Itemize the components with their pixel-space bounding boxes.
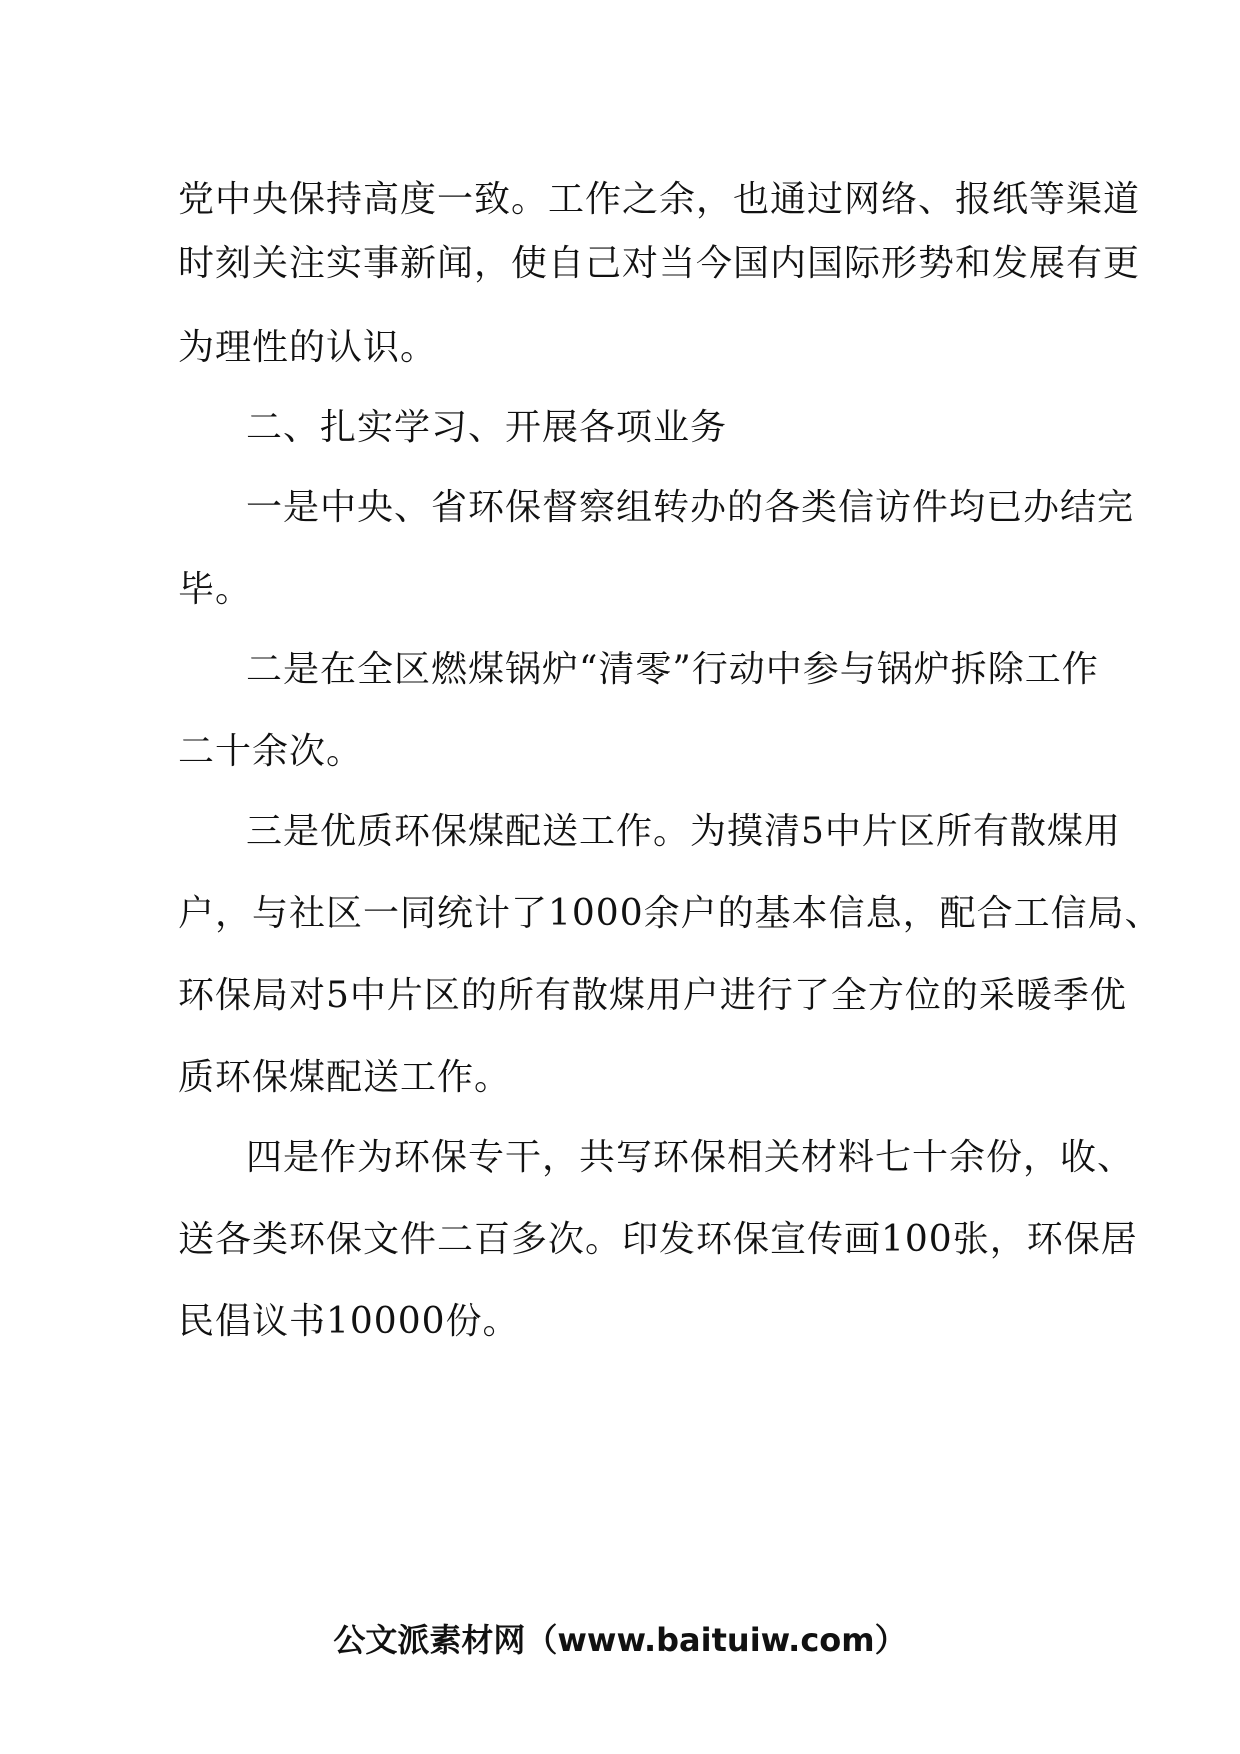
footer-source: 公文派素材网（www.baituiw.com） [333,1621,907,1659]
body-text-line: 毕。 [178,569,253,610]
body-text-line: 一是中央、省环保督察组转办的各类信访件均已办结完 [246,487,1135,528]
body-text-line: 民倡议书10000份。 [178,1301,520,1342]
body-text-line: 户，与社区一同统计了1000余户的基本信息，配合工信局、 [178,893,1162,934]
body-text-line: 四是作为环保专干，共写环保相关材料七十余份，收、 [246,1137,1135,1178]
body-text-line: 送各类环保文件二百多次。印发环保宣传画100张，环保居 [178,1219,1138,1260]
body-text-line: 二是在全区燃煤锅炉“清零”行动中参与锅炉拆除工作 [246,649,1099,690]
body-text-line: 党中央保持高度一致。工作之余，也通过网络、报纸等渠道 [178,179,1141,220]
body-text-line: 质环保煤配送工作。 [178,1057,512,1098]
body-text-line: 为理性的认识。 [178,327,438,368]
body-text-line: 时刻关注实事新闻，使自己对当今国内国际形势和发展有更 [178,243,1141,284]
body-text-line: 三是优质环保煤配送工作。为摸清5中片区所有散煤用 [246,811,1121,852]
body-text-line: 环保局对5中片区的所有散煤用户进行了全方位的采暖季优 [178,975,1127,1016]
section-heading: 二、扎实学习、开展各项业务 [246,407,728,448]
body-text-line: 二十余次。 [178,731,364,772]
